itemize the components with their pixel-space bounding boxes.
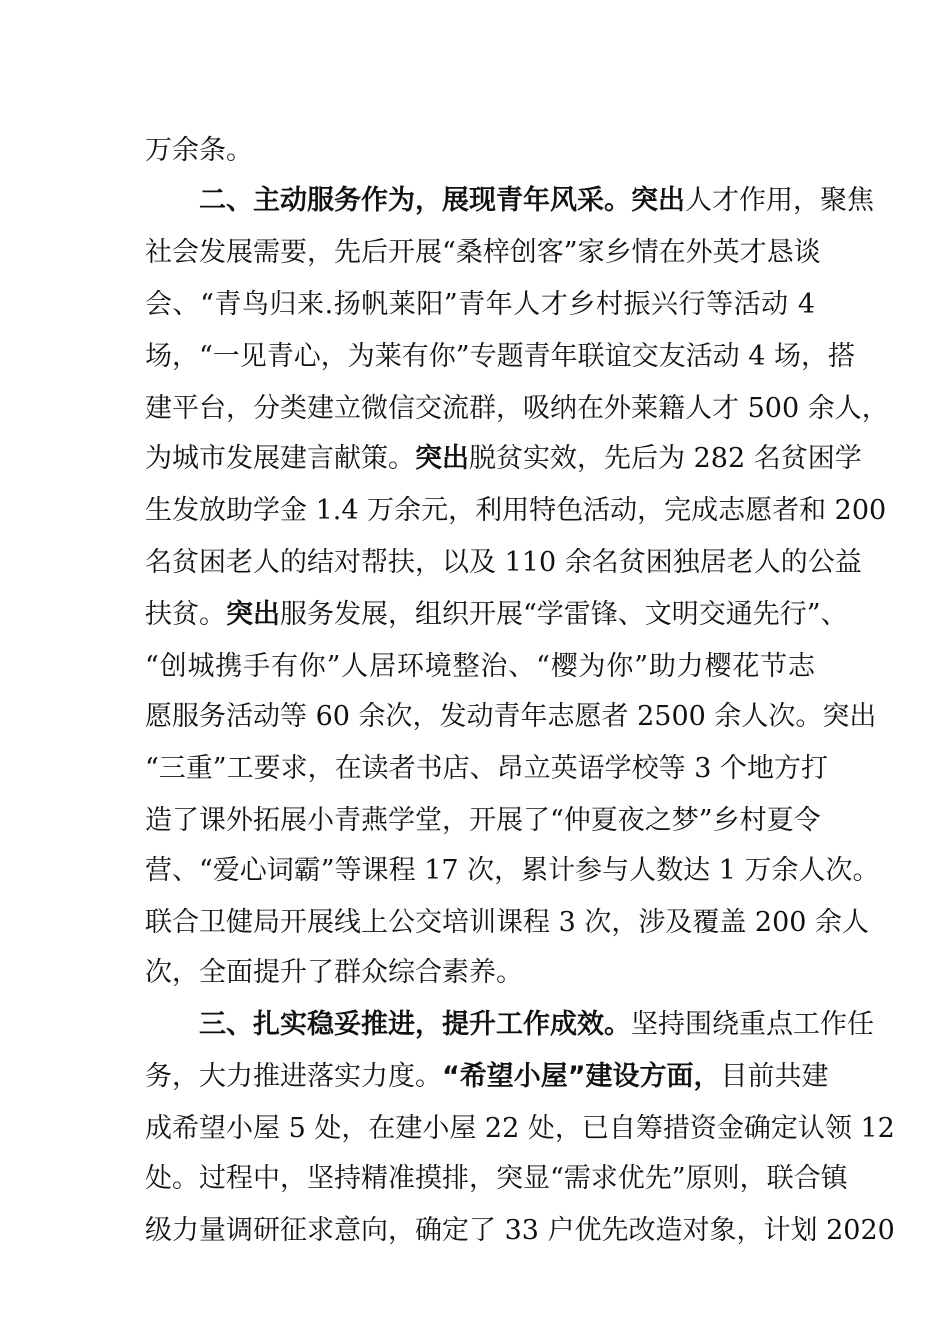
text-line: [145, 744, 828, 794]
text-segment: 次，全面提升了群众综合素养。: [145, 957, 523, 988]
text-segment: 为城市发展建言献策。: [145, 443, 415, 474]
text-line: [145, 642, 815, 692]
text-segment: 目前共建: [720, 1061, 829, 1092]
text-segment: 社会发展需要，先后开展“桑梓创客”家乡情在外英才恳谈: [145, 237, 821, 268]
text-line: [145, 538, 862, 588]
text-segment: 脱贫实效，先后为 282 名贫困学: [469, 443, 862, 474]
text-segment: 坚持围绕重点工作任: [631, 1009, 874, 1040]
text-segment: 成希望小屋 5 处，在建小屋 22 处，已自筹措资金确定认领 12: [145, 1113, 895, 1144]
text-segment: 营、“爱心词霸”等课程 17 次，累计参与人数达 1 万余人次。: [145, 855, 880, 886]
text-segment: 万余条。: [145, 135, 253, 166]
text-segment: 人才作用，聚焦: [685, 185, 874, 216]
text-line: [145, 126, 815, 176]
text-line: [145, 486, 887, 536]
bold-text-segment: 突出: [226, 599, 280, 630]
bold-text-segment: 突出: [631, 185, 685, 216]
text-segment: 造了课外拓展小青燕学堂，开展了“仲夏夜之梦”乡村夏令: [145, 805, 821, 836]
bold-text-segment: 突出: [415, 443, 469, 474]
text-line: [199, 1000, 874, 1050]
text-line: [145, 1052, 829, 1102]
text-line: [145, 332, 855, 382]
text-line: [145, 948, 815, 998]
text-segment: 级力量调研征求意向，确定了 33 户优先改造对象，计划 2020: [145, 1215, 895, 1246]
text-line: [145, 692, 877, 742]
text-line: [145, 1206, 895, 1256]
bold-text-segment: “希望小屋”建设方面，: [442, 1061, 721, 1092]
text-segment: 愿服务活动等 60 余次，发动青年志愿者 2500 余人次。突出: [145, 701, 877, 732]
bold-text-segment: 二、主动服务作为，展现青年风采。: [199, 185, 631, 216]
bold-text-segment: 三、扎实稳妥推进，提升工作成效。: [199, 1009, 631, 1040]
text-segment: 扶贫。: [145, 599, 226, 630]
text-segment: “创城携手有你”人居环境整治、“樱为你”助力樱花节志: [145, 651, 815, 682]
text-line: [145, 846, 880, 896]
text-line: [145, 796, 821, 846]
text-line: [145, 280, 815, 330]
text-segment: 生发放助学金 1.4 万余元，利用特色活动，完成志愿者和 200: [145, 495, 887, 526]
text-line: [145, 384, 889, 434]
text-segment: 会、“青鸟归来.扬帆莱阳”青年人才乡村振兴行等活动 4: [145, 289, 815, 320]
text-line: [145, 228, 821, 278]
text-line: [145, 590, 848, 640]
text-line: [145, 1104, 895, 1154]
text-line: [199, 176, 874, 226]
text-segment: 场，“一见青心，为莱有你”专题青年联谊交友活动 4 场，搭: [145, 341, 855, 372]
text-segment: 建平台，分类建立微信交流群，吸纳在外莱籍人才 500 余人，: [145, 393, 889, 424]
text-segment: 处。过程中，坚持精准摸排，突显“需求优先”原则，联合镇: [145, 1163, 848, 1194]
text-line: [145, 1154, 848, 1204]
text-segment: 名贫困老人的结对帮扶，以及 110 余名贫困独居老人的公益: [145, 547, 862, 578]
text-line: [145, 898, 870, 948]
text-segment: 联合卫健局开展线上公交培训课程 3 次，涉及覆盖 200 余人: [145, 907, 870, 938]
text-line: [145, 434, 862, 484]
text-segment: 务，大力推进落实力度。: [145, 1061, 442, 1092]
text-segment: 服务发展，组织开展“学雷锋、文明交通先行”、: [280, 599, 848, 630]
text-segment: “三重”工要求，在读者书店、昂立英语学校等 3 个地方打: [145, 753, 828, 784]
